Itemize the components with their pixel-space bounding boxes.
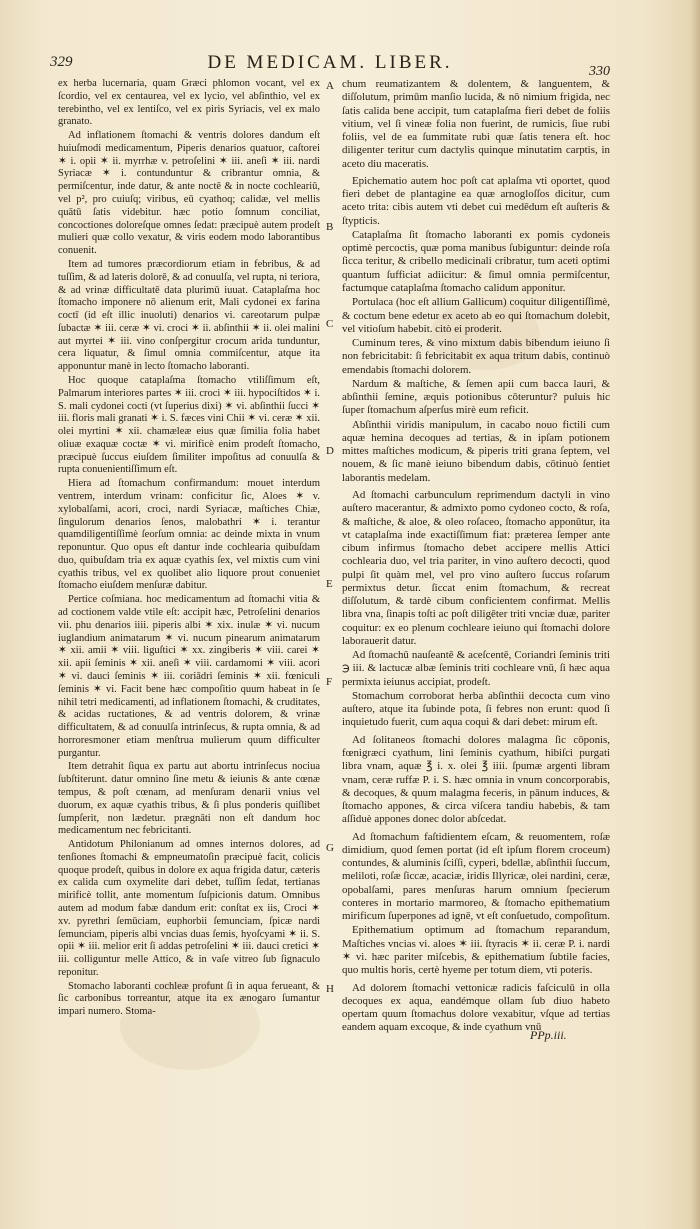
- paragraph: Stomachum corroborat herba abſinthii decocta cum vino auſtero, atque ita ſubinde pota, ſi febres non erunt: quod ſi inquietudo fuerit, cum aqua coqui & dari debet: mirum eſt.: [342, 689, 610, 729]
- paragraph: Ad ſtomachum faſtidientem eſcam, & reuomentem, roſæ dimidium, quod ſemen portat (id eſt ipſum florem croceum) contundes, & aluminis ſciſſi, cyperi, bdellæ, abſinthii ſuccum, meliloti, roſæ ſiccæ, acaciæ, iridis Illyricæ, olei nardini, ceræ, opobalſami, pares menſuras harum omnium ſpecierum conteres in mortario marmoreo, & ſtomacho epithematium mirificum ſuperpones ad ignē, vt eſt conſuetudo, compoſitum.: [342, 830, 610, 923]
- page-number-left: 329: [50, 54, 73, 70]
- paragraph: Epithematium optimum ad ſtomachum reparandum, Maſtiches vncias vi. aloes ✶ iii. ſtyracis ✶ ii. ceræ P. i. nardi ✶ vi. hæc pariter miſcebis, & epithematium ſubtile facies, quo multis horis, certè hyeme per totum diem, vti poteris.: [342, 924, 610, 977]
- running-title: DE MEDICAM. LIBER.: [207, 52, 453, 73]
- margin-letter-g: G: [326, 842, 334, 854]
- left-column: [58, 78, 320, 1020]
- margin-letter-a: A: [326, 80, 334, 92]
- page-edge-shadow: [690, 0, 700, 1229]
- margin-letter-c: C: [326, 318, 334, 330]
- paragraph: Abſinthii viridis manipulum, in cacabo nouo fictili cum aquæ hemina decoques ad tertias, & in ipſam potionem mittes maſtiches modicum, & piperis triti grana ſeptem, vel nouem, & ſic manè ieiuno bibendum dabis, cōtinuò ſentiet laborantis medelam.: [342, 418, 610, 484]
- margin-letter-f: F: [326, 676, 333, 688]
- paragraph: Stomacho laboranti cochleæ profunt ſi in aqua ferueant, & ſic carbonibus torreantur, atque ita ex ænogaro ſumantur impari numero. Stoma-: [58, 980, 320, 1018]
- margin-letter-e: E: [326, 578, 333, 590]
- paragraph: Item ad tumores præcordiorum etiam in febribus, & ad tuſſim, & ad lateris dolorē, & ad conuulſa, vel rupta, ni teriora, & ad vrinæ difficultatē data plurimū iuuat. Cataplaſma hoc ſtomacho imponere nō alienum erit, Mali cydonei ex farina coctī (id eſt illic inuoluti) denarios vi. careotarum pulpæ ſubactæ ✶ iii. ceræ ✶ vi. croci ✶ ii. abſinthii ✶ ii. olei malini aut myrtei ✶ iii. vino conſpergitur crocum arida tunduntur, cera liquatur, & ſimul omnia commiſcentur, atque ita apponuntur manè in lecto ſtomacho laboranti.: [58, 258, 320, 373]
- paragraph: Pertice coſmiana. hoc medicamentum ad ſtomachi vitia & ad coctionem valde vtile eſt: accipit hæc, Petroſelini denarios vii. phu denarios iiii. piperis albi ✶ xix. inulæ ✶ vi. nucum iuglandium animatarum ✶ vi. nucum pinearum animatarum ✶ xii. amii ✶ viii. liguſtici ✶ xx. zingiberis ✶ viii. carei ✶ xii. apii ſeminis ✶ xii. aneſi ✶ viii. cardamomi ✶ viii. acori ✶ vi. dauci ſeminis ✶ iii. coriādri ſeminis ✶ xii. fœniculi ſeminis ✶ vi. Facit bene hæc compoſitio quum habeat in ſe nihil tetri medicamenti, ad inflationem ſtomachi, & cruditates, & acidas ructationes, & ad ventris dolorem, & vrinæ difficultatem, & ad conuulſa intrinſecus, & rupta omnia, & ad horroresmoner etiam menſtrua mulierum quum difficulter purgantur.: [58, 594, 320, 759]
- page-header: [50, 52, 610, 78]
- paragraph: chum reumatizantem & dolentem, & languentem, & diſſolutum, primūm manſio lucida, & nō nimium frigida, nec ſatis calida bene accipit, tum cataplaſma fieri debet de foliis vitium, vel ſi vineæ folia non fuerint, de rumicis, ſiue rubi foliis, vel de ea ſummitate rubi quæ ſatis tenera eſt. hoc diligenter teritur cum dactylis quinque minutatim carptis, in aceto diu maceratis.: [342, 78, 610, 170]
- margin-letter-h: H: [326, 983, 334, 995]
- paragraph: Antidotum Philonianum ad omnes internos dolores, ad tenſiones ſtomachi & empneumatoſin præcipuè facit, colicis quoque prodeſt, quibus in dolore ex aqua frigida datur, cæteris ex calida cum oxymelite dari debet, tuſſim ſedat, tertianas mirificè tollit, ante momentum ſuſpicionis datum. Omnibus autem ad modum fabæ dandum erit: conſtat ex iis, Croci ✶ xv. pyrethri ſemūciam, euphorbii ſemunciam, ſpicæ nardi ſemunciam, piperis albi vncias duas ſemis, hyoſcyami ✶ ii. S. opii ✶ iii. melior erit ſi addas petroſelini ✶ iii. dauci cretici ✶ iii. colliguntur melle Attico, & in vaſe vitreo ſub ſignaculo reponitur.: [58, 839, 320, 978]
- paragraph: Ad dolorem ſtomachi vettonicæ radicis faſciculū in olla decoques ex aqua, eandémque ollam ſub diuo habeto opertam quum ſtomachus dolore vexabitur, vſque ad tertias eandem aquam excoque, & inde cyathum vnū: [342, 981, 610, 1034]
- paragraph: Ad ſolitaneos ſtomachi dolores malagma ſic cōponis, fœnigræci cyathum, lini ſeminis cyathum, hibiſci purgati libra vnam, aquæ ℥ i. x. olei ℥ iiii. ſpumæ argenti libram vnam, ceræ ruffæ P. i. S. hæc omnia in vnum concorporabis, & decoques, & quum malagma feceris, in pānum induces, & ſtomacho appones, & circa viſcera tandiu habebis, & tam aſſiduè appones donec dolor abſcedat.: [342, 733, 610, 826]
- margin-letter-b: B: [326, 221, 334, 233]
- paragraph: Ad inflationem ſtomachi & ventris dolores dandum eſt huiuſmodi medicamentum, Piperis denarios quatuor, caſtorei ✶ i. opii ✶ ii. myrrhæ v. petroſelini ✶ iii. aneſi ✶ iii. nardi Syriacæ ✶ i. contunduntur & cribrantur omnia, & permiſcentur, inde datur, & ante noctē & in nocte cochleariū, vel p², pro cuiuſq; viribus, eū cyathoq; calidæ, vel mellis quātū ſatis videbitur. hæc potio ſomnum conciliat, concoctiones doloreſque omnes ſedat: præcipuè autem prodeſt mulieri quæ collo vexatur, & viris eodem modo laborantibus conuenit.: [58, 130, 320, 257]
- paragraph: Item detrahit ſiqua ex partu aut abortu intrinſecus nociua ſubſtiterunt. datur omnino ſine metu & ieiunis & ante cœnæ tempus, & poſt cœnam, ad menſuram denarii vnius vel duorum, ex aquæ cyathis tribus, & ſi plus ponderis quiſlibet ſumpſerit, non lædetur. prægnāti non eſt dandum hoc medicamentum nec febricitanti.: [58, 761, 320, 837]
- paragraph: Ad ſtomachi carbunculum reprimendum dactyli in vino auſtero macerantur, & admixto pomo cydoneo cocto, & roſa, & maſtiche, & aloe, & oleo roſaceo, ſtomacho apponūtur, ita vt cataplaſma inde exactiſſimum fiat: præterea ſemper ante cibum infirmus ſtomacho debet accipere mellis Attici cochlearia duo, vel tria pariter, in vino auſtero decocti, quod pulpi ſit quàm mel, vel pro vino auſtero ſuccus roſarum permixtus detur. ſiccat enim ſtomachum, & recreat diſſolutum, & tardè cibum conficientem confirmat. Mellis libra vna, ſinapis toſti ac poſt diligēter triti vnciæ duæ, pariter coquitur: ex eo plenum cochleare ieiuno qui ſtomachi dolore laborauerit datur.: [342, 488, 610, 647]
- margin-letter-d: D: [326, 445, 334, 457]
- page-number-right: 330: [589, 64, 610, 79]
- paragraph: Portulaca (hoc eſt allium Gallicum) coquitur diligentiſſimè, & coctum bene edetur ex aceto ab eo qui ſtomachum dolebit, vel vitioſum habebit. citò ei proderit.: [342, 296, 610, 335]
- right-column: [342, 78, 610, 1036]
- paragraph: ex herba lucernaria, quam Græci phlomon vocant, vel ex ſcordio, vel ex centaurea, vel ex lycio, vel abſinthio, vel ex terebintho, vel ex lentiſco, vel ex piris Syriacis, vel ex malo granato.: [58, 78, 320, 128]
- paragraph: Hiera ad ſtomachum confirmandum: mouet interdum ventrem, interdum vrinam: conficitur ſic, Aloes ✶ v. xylobalſami, acori, croci, nardi Syriacæ, maſtiches Chiæ, ſingulorum denarios ſenos, malobathri ✶ i. terantur quamdiligentiſſimè ſeorſum omnia: ac deinde mixta in vnum reponuntur. Quo opus eſt dantur inde cochlearia quibuſdam duo, quibuſdam tria ex aquæ cyathis ſex, vel mixtis cum vini cyathis tribus, vel ex quolibet alio liquore prout conueniet ſtomacho eiuſdem menſuræ dabitur.: [58, 478, 320, 592]
- paragraph: Cataplaſma ſit ſtomacho laboranti ex pomis cydoneis optimè percoctis, quæ poma manibus ſubiguntur: deinde roſa ſicca teritur, & cribello medicinali cribratur, tum aceti optimi quantum ſufficiat adiicitur: & ſimul omnia permiſcentur, factumque cataplaſma ſtomacho calidum apponitur.: [342, 228, 610, 294]
- catchword: PPp.iii.: [530, 1028, 567, 1042]
- paragraph: Hoc quoque cataplaſma ſtomacho vtiliſſimum eſt, Palmarum interiores partes ✶ iii. croci ✶ iii. hypociſtidos ✶ i. S. mali cydonei cocti (vt ſuperius dixi) ✶ vi. abſinthii ſucci ✶ iii. floris mali granati ✶ i. S. fæces vini Chii ✶ vi. ceræ ✶ xii. olei myrtini ✶ xii. chamæleæ eius quæ ſimilia folia habet oliuæ exaquæ coctæ ✶ vi. mirificè enim prodeſt ſtomacho, præcipuè ſuccus eiuſdem ſimiliter impoſitus ad conuulſa & rupta conuenientiſſimum eſt.: [58, 374, 320, 476]
- paragraph: Nardum & maſtiche, & ſemen apii cum bacca lauri, & abſinthii ſemine, æquis potionibus cōteruntur? puluis hic ſuper ſtomachum aſperſus mirè eum reficit.: [342, 377, 610, 417]
- paragraph: Cuminum teres, & vino mixtum dabis bibendum ieiuno ſi non febricitabit: ſi febricitabit ex aqua tritum dabis, continuò emendabis ſtomachi dolorem.: [342, 337, 610, 376]
- paragraph: Ad ſtomachū nauſeantē & aceſcentē, Coriandri ſeminis triti ℈ iii. & lactucæ albæ ſeminis triti cochleare vnū, ſi hæc aqua permixta ieiunus accipiat, prodeſt.: [342, 649, 610, 688]
- paragraph: Epichematio autem hoc poſt cat aplaſma vti oportet, quod fieri debet de plantagine ea quæ arnogloſſos dicitur, cum aceto trita: cibis autem vti debet cui medēdum eſt auſteris & ſtypticis.: [342, 174, 610, 227]
